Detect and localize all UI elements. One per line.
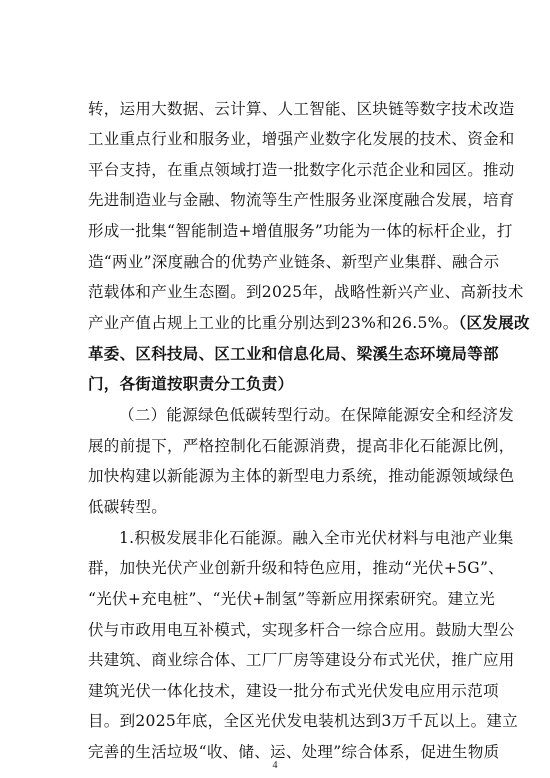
text-line (88, 313, 530, 333)
item-heading: 1.积极发展非化石能源。 (119, 529, 293, 547)
text-line: 转，运用大数据、云计算、人工智能、区块链等数字技术改造 (88, 100, 515, 118)
text-line: 平台支持，在重点领域打造一批数字化示范企业和园区。推动 (88, 161, 515, 179)
text-line: 范载体和产业生态圈。到2025年，战略性新兴产业、高新技术 (88, 283, 524, 301)
text-line: 完善的生活垃圾“收、储、运、处理”综合体系，促进生物质 (88, 743, 500, 761)
text-segment: 融入全市光伏材料与电池产业集 (292, 529, 514, 547)
text-line: 共建筑、商业综合体、工厂厂房等建设分布式光伏，推广应用 (88, 651, 515, 669)
text-line: 伏与市政用电互补模式，实现多杆合一综合应用。鼓励大型公 (88, 621, 515, 639)
text-line: 群，加快光伏产业创新升级和特色应用，推动“光伏+5G”、 (88, 559, 504, 577)
text-line: 低碳转型。 (88, 498, 168, 516)
text-line: 工业重点行业和服务业，增强产业数字化发展的技术、资金和 (88, 130, 515, 148)
text-line: 造“两业”深度融合的优势产业链条、新型产业集群、融合示 (88, 253, 500, 271)
text-line: “光伏+充电桩”、“光伏+制氢”等新应用探索研究。建立光 (88, 590, 496, 608)
text-line: 先进制造业与金融、物流等生产性服务业深度融合发展，培育 (88, 191, 515, 209)
text-line: 建筑光伏一体化技术，建设一批分布式光伏发电应用示范项 (88, 682, 499, 700)
item-heading-line (119, 528, 514, 548)
page-number: 4 (272, 760, 278, 771)
text-line: 形成一批集“智能制造+增值服务”功能为一体的标杆企业，打 (88, 222, 513, 240)
text-line: 目。到2025年底，全区光伏发电装机达到3万千瓦以上。建立 (88, 712, 519, 730)
responsibility-note-line: 革委、区科技局、区工业和信息化局、梁溪生态环境局等部 (88, 344, 499, 363)
section-heading: （二）能源绿色低碳转型行动。 (119, 406, 341, 424)
responsibility-note-line: 门，各街道按职责分工负责） (88, 374, 294, 393)
text-segment: 产业产值占规上工业的比重分别达到23%和26.5%。 (88, 314, 459, 332)
text-line: 加快构建以新能源为主体的新型电力系统，推动能源领域绿色 (88, 467, 515, 485)
text-line: 展的前提下，严格控制化石能源消费，提高非化石能源比例， (88, 437, 515, 455)
responsibility-note: （区发展改 (458, 313, 530, 332)
text-segment: 在保障能源安全和经济发 (340, 406, 515, 424)
section-heading-line (119, 405, 515, 425)
